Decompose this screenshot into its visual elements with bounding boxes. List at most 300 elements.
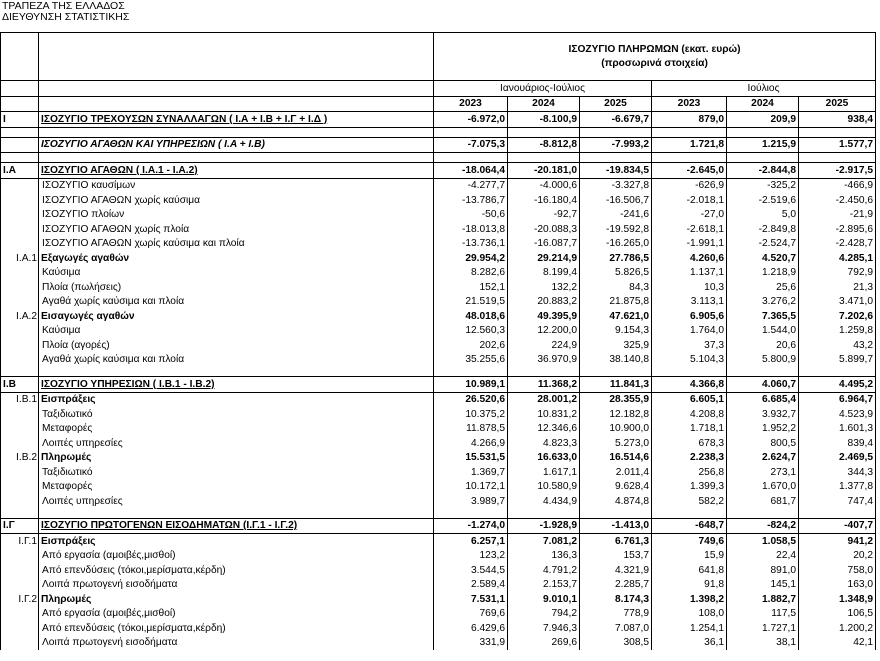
table-row <box>1 578 876 593</box>
period-header-jan-jul: Ιανουάριος-Ιούλιος <box>434 81 652 97</box>
row-value: 5.800,9 <box>727 353 799 368</box>
row-value: 2.153,7 <box>508 578 580 593</box>
row-value: 38,1 <box>727 636 799 651</box>
row-value: 1.601,3 <box>799 422 876 437</box>
table-row <box>1 208 876 223</box>
row-value: 6.429,6 <box>434 621 508 636</box>
table-row <box>1 549 876 564</box>
row-value: -50,6 <box>434 208 508 223</box>
row-value: -16.087,7 <box>508 237 580 252</box>
row-value: 6.605,1 <box>652 392 727 407</box>
row-value: 7.087,0 <box>580 621 652 636</box>
row-value: -21,9 <box>799 208 876 223</box>
row-value: 344,3 <box>799 465 876 480</box>
row-value: -1.274,0 <box>434 518 508 534</box>
row-value: 6.905,6 <box>652 309 727 324</box>
row-value: -325,2 <box>727 178 799 193</box>
row-value: 3.932,7 <box>727 407 799 422</box>
row-value: 48.018,6 <box>434 309 508 324</box>
row-value: 145,1 <box>727 578 799 593</box>
row-value: -2.844,8 <box>727 163 799 179</box>
row-value: 1.952,2 <box>727 422 799 437</box>
row-value: 3.544,5 <box>434 563 508 578</box>
row-label: Ταξιδιωτικό <box>39 465 434 480</box>
table-row <box>1 178 876 193</box>
row-value: 7.365,5 <box>727 309 799 324</box>
row-value: 36,1 <box>652 636 727 651</box>
row-value: 758,0 <box>799 563 876 578</box>
row-value: 3.471,0 <box>799 295 876 310</box>
row-value: 20,6 <box>727 338 799 353</box>
row-code <box>1 178 39 193</box>
row-value: 42,1 <box>799 636 876 651</box>
row-code <box>1 480 39 495</box>
row-code: I <box>1 112 39 128</box>
row-value: 6.685,4 <box>727 392 799 407</box>
row-value: 43,2 <box>799 338 876 353</box>
row-label: ΙΣΟΖΥΓΙΟ ΑΓΑΘΩΝ χωρίς καύσιμα <box>39 193 434 208</box>
row-code <box>1 137 39 153</box>
row-label: ΙΣΟΖΥΓΙΟ ΥΠΗΡΕΣΙΩΝ ( Ι.Β.1 - Ι.Β.2) <box>39 377 434 393</box>
row-label: Πληρωμές <box>39 451 434 466</box>
row-value: 12.346,6 <box>508 422 580 437</box>
row-label: Λοιπά πρωτογενή εισοδήματα <box>39 636 434 651</box>
row-label: Πληρωμές <box>39 592 434 607</box>
row-value: 12.182,8 <box>580 407 652 422</box>
row-value: 7.081,2 <box>508 534 580 549</box>
row-label: Πλοία (αγορές) <box>39 338 434 353</box>
row-code <box>1 465 39 480</box>
row-value: 91,8 <box>652 578 727 593</box>
row-value: -2.428,7 <box>799 237 876 252</box>
row-code <box>1 237 39 252</box>
row-value: -13.786,7 <box>434 193 508 208</box>
row-value: 16.633,0 <box>508 451 580 466</box>
row-code <box>1 549 39 564</box>
row-label: ΙΣΟΖΥΓΙΟ ΑΓΑΘΩΝ ( Ι.Α.1 - Ι.Α.2) <box>39 163 434 179</box>
row-value: 21,3 <box>799 280 876 295</box>
row-value: 163,0 <box>799 578 876 593</box>
row-value: 1.718,1 <box>652 422 727 437</box>
row-label: ΙΣΟΖΥΓΙΟ καυσίμων <box>39 178 434 193</box>
row-value: 8.199,4 <box>508 266 580 281</box>
row-value: 3.113,1 <box>652 295 727 310</box>
row-code: I.B.2 <box>1 451 39 466</box>
row-value: -2.849,8 <box>727 222 799 237</box>
row-value: 11.368,2 <box>508 377 580 393</box>
row-value: 106,5 <box>799 607 876 622</box>
row-value: 153,7 <box>580 549 652 564</box>
table-row <box>1 465 876 480</box>
row-label: Μεταφορές <box>39 422 434 437</box>
row-code: I.A.1 <box>1 251 39 266</box>
row-value: 778,9 <box>580 607 652 622</box>
row-value: -2.450,6 <box>799 193 876 208</box>
row-value: 152,1 <box>434 280 508 295</box>
row-code <box>1 353 39 368</box>
row-value: 4.520,7 <box>727 251 799 266</box>
row-value: 256,8 <box>652 465 727 480</box>
row-code: I.A.2 <box>1 309 39 324</box>
row-label: Εισαγωγές αγαθών <box>39 309 434 324</box>
row-value: 4.874,8 <box>580 494 652 509</box>
row-value: 7.531,1 <box>434 592 508 607</box>
row-value: -2.018,1 <box>652 193 727 208</box>
row-value: 747,4 <box>799 494 876 509</box>
table-row <box>1 392 876 407</box>
row-value: 800,5 <box>727 436 799 451</box>
row-value: 1.670,0 <box>727 480 799 495</box>
table-row <box>1 222 876 237</box>
year-header: 2023 <box>652 96 727 112</box>
row-value: 1.398,2 <box>652 592 727 607</box>
row-value: 7.202,6 <box>799 309 876 324</box>
row-value: 4.208,8 <box>652 407 727 422</box>
table-title: ΙΣΟΖΥΓΙΟ ΠΛΗΡΩΜΩΝ (εκατ. ευρώ) <box>434 42 876 57</box>
row-code: I.B <box>1 377 39 393</box>
row-value: -241,6 <box>580 208 652 223</box>
table-row <box>1 112 876 128</box>
row-value: 29.214,9 <box>508 251 580 266</box>
row-value: 5.899,7 <box>799 353 876 368</box>
row-value: -7.993,2 <box>580 137 652 153</box>
row-code <box>1 208 39 223</box>
row-value: 4.266,9 <box>434 436 508 451</box>
row-value: 1.377,8 <box>799 480 876 495</box>
row-label: Λοιπές υπηρεσίες <box>39 494 434 509</box>
row-value: 11.841,3 <box>580 377 652 393</box>
row-value: -7.075,3 <box>434 137 508 153</box>
row-value: 4.060,7 <box>727 377 799 393</box>
table-row <box>1 338 876 353</box>
table-row <box>1 436 876 451</box>
row-value: -19.834,5 <box>580 163 652 179</box>
row-value: -2.917,5 <box>799 163 876 179</box>
row-code <box>1 436 39 451</box>
row-value: 891,0 <box>727 563 799 578</box>
row-label: Αγαθά χωρίς καύσιμα και πλοία <box>39 353 434 368</box>
row-value: 9.010,1 <box>508 592 580 607</box>
row-code <box>1 563 39 578</box>
table-row <box>1 534 876 549</box>
table-row <box>1 266 876 281</box>
row-value: 6.761,3 <box>580 534 652 549</box>
table-row <box>1 592 876 607</box>
row-value: 839,4 <box>799 436 876 451</box>
row-value: -2.895,6 <box>799 222 876 237</box>
table-row <box>1 422 876 437</box>
row-value: 1.259,8 <box>799 324 876 339</box>
row-value: 1.200,2 <box>799 621 876 636</box>
row-value: 749,6 <box>652 534 727 549</box>
row-label: Από επενδύσεις (τόκοι,μερίσματα,κέρδη) <box>39 563 434 578</box>
row-code: I.A <box>1 163 39 179</box>
row-label: Από εργασία (αμοιβές,μισθοί) <box>39 607 434 622</box>
row-value: 1.254,1 <box>652 621 727 636</box>
balance-of-payments-table <box>0 32 876 650</box>
row-value: 1.544,0 <box>727 324 799 339</box>
row-label: Πλοία (πωλήσεις) <box>39 280 434 295</box>
year-header: 2025 <box>799 96 876 112</box>
row-label: Μεταφορές <box>39 480 434 495</box>
row-value: 6.257,1 <box>434 534 508 549</box>
year-header: 2024 <box>727 96 799 112</box>
row-value: 3.276,2 <box>727 295 799 310</box>
row-value: 209,9 <box>727 112 799 128</box>
row-value: 132,2 <box>508 280 580 295</box>
row-value: 4.823,3 <box>508 436 580 451</box>
row-value: 10.831,2 <box>508 407 580 422</box>
row-code <box>1 578 39 593</box>
row-value: 4.366,8 <box>652 377 727 393</box>
row-label: Εισπράξεις <box>39 534 434 549</box>
row-value: 2.589,4 <box>434 578 508 593</box>
row-value: 108,0 <box>652 607 727 622</box>
row-value: 49.395,9 <box>508 309 580 324</box>
row-value: 1.369,7 <box>434 465 508 480</box>
table-row <box>1 309 876 324</box>
table-row <box>1 324 876 339</box>
row-code <box>1 338 39 353</box>
row-label: ΙΣΟΖΥΓΙΟ πλοίων <box>39 208 434 223</box>
row-value: 678,3 <box>652 436 727 451</box>
row-value: -20.088,3 <box>508 222 580 237</box>
row-value: 27.786,5 <box>580 251 652 266</box>
table-row <box>1 237 876 252</box>
row-value: -16.180,4 <box>508 193 580 208</box>
row-value: 1.218,9 <box>727 266 799 281</box>
row-value: 1.577,7 <box>799 137 876 153</box>
row-value: 308,5 <box>580 636 652 651</box>
row-value: -626,9 <box>652 178 727 193</box>
row-value: 1.882,7 <box>727 592 799 607</box>
row-value: 5.273,0 <box>580 436 652 451</box>
row-code <box>1 621 39 636</box>
row-code: I.Γ <box>1 518 39 534</box>
row-value: 29.954,2 <box>434 251 508 266</box>
row-value: 10.375,2 <box>434 407 508 422</box>
row-value: -8.100,9 <box>508 112 580 128</box>
row-value: 15.531,5 <box>434 451 508 466</box>
bank-name: ΤΡΑΠΕΖΑ ΤΗΣ ΕΛΛΑΔΟΣ <box>2 0 125 12</box>
row-code <box>1 222 39 237</box>
row-code: I.Γ.2 <box>1 592 39 607</box>
row-value: 641,8 <box>652 563 727 578</box>
row-label: Εξαγωγές αγαθών <box>39 251 434 266</box>
row-value: 1.215,9 <box>727 137 799 153</box>
row-label: Από εργασία (αμοιβές,μισθοί) <box>39 549 434 564</box>
row-code: I.Γ.1 <box>1 534 39 549</box>
row-code <box>1 407 39 422</box>
row-value: -3.327,8 <box>580 178 652 193</box>
year-header: 2024 <box>508 96 580 112</box>
row-value: 25,6 <box>727 280 799 295</box>
row-value: -824,2 <box>727 518 799 534</box>
table-row <box>1 451 876 466</box>
row-value: -6.972,0 <box>434 112 508 128</box>
row-value: 10.900,0 <box>580 422 652 437</box>
row-value: 117,5 <box>727 607 799 622</box>
row-value: 4.495,2 <box>799 377 876 393</box>
row-value: -4.277,7 <box>434 178 508 193</box>
table-row <box>1 494 876 509</box>
row-value: 1.617,1 <box>508 465 580 480</box>
row-value: 28.001,2 <box>508 392 580 407</box>
row-value: -13.736,1 <box>434 237 508 252</box>
row-value: -20.181,0 <box>508 163 580 179</box>
row-value: -2.519,6 <box>727 193 799 208</box>
row-value: -2.645,0 <box>652 163 727 179</box>
table-row <box>1 295 876 310</box>
table-row <box>1 563 876 578</box>
row-label: Καύσιμα <box>39 266 434 281</box>
row-value: 4.434,9 <box>508 494 580 509</box>
row-value: 36.970,9 <box>508 353 580 368</box>
row-value: 582,2 <box>652 494 727 509</box>
row-value: 331,9 <box>434 636 508 651</box>
row-value: 1.399,3 <box>652 480 727 495</box>
row-value: 8.282,6 <box>434 266 508 281</box>
row-value: 2.469,5 <box>799 451 876 466</box>
row-value: 5.826,5 <box>580 266 652 281</box>
row-value: 12.560,3 <box>434 324 508 339</box>
row-label: ΙΣΟΖΥΓΙΟ ΑΓΑΘΩΝ ΚΑΙ ΥΠΗΡΕΣΙΩΝ ( Ι.Α + Ι.Β) <box>39 137 434 153</box>
row-value: -16.265,0 <box>580 237 652 252</box>
row-value: 4.285,1 <box>799 251 876 266</box>
row-value: -18.013,8 <box>434 222 508 237</box>
row-value: 28.355,9 <box>580 392 652 407</box>
row-value: -1.991,1 <box>652 237 727 252</box>
table-row <box>1 480 876 495</box>
row-value: 10.172,1 <box>434 480 508 495</box>
row-value: 15,9 <box>652 549 727 564</box>
row-value: 6.964,7 <box>799 392 876 407</box>
table-row <box>1 636 876 651</box>
row-value: -4.000,6 <box>508 178 580 193</box>
row-value: -19.592,8 <box>580 222 652 237</box>
row-value: 10,3 <box>652 280 727 295</box>
row-value: 5.104,3 <box>652 353 727 368</box>
period-header-jul: Ιούλιος <box>652 81 876 97</box>
row-value: 4.260,6 <box>652 251 727 266</box>
row-code <box>1 280 39 295</box>
row-value: 26.520,6 <box>434 392 508 407</box>
row-value: 8.174,3 <box>580 592 652 607</box>
table-row <box>1 137 876 153</box>
row-value: -8.812,8 <box>508 137 580 153</box>
row-value: 273,1 <box>727 465 799 480</box>
row-label: Λοιπά πρωτογενή εισοδήματα <box>39 578 434 593</box>
row-value: 10.580,9 <box>508 480 580 495</box>
row-value: -1.928,9 <box>508 518 580 534</box>
table-row <box>1 377 876 393</box>
row-label: ΙΣΟΖΥΓΙΟ ΑΓΑΘΩΝ χωρίς πλοία <box>39 222 434 237</box>
row-value: 3.989,7 <box>434 494 508 509</box>
table-row <box>1 163 876 179</box>
row-code <box>1 193 39 208</box>
row-label: Αγαθά χωρίς καύσιμα και πλοία <box>39 295 434 310</box>
row-value: 681,7 <box>727 494 799 509</box>
row-label: ΙΣΟΖΥΓΙΟ ΠΡΩΤΟΓΕΝΩΝ ΕΙΣΟΔΗΜΑΤΩΝ (Ι.Γ.1 - Ι.Γ.2) <box>39 518 434 534</box>
row-label: Καύσιμα <box>39 324 434 339</box>
row-value: 1.348,9 <box>799 592 876 607</box>
row-value: 38.140,8 <box>580 353 652 368</box>
table-row <box>1 251 876 266</box>
row-value: -92,7 <box>508 208 580 223</box>
row-code <box>1 324 39 339</box>
row-value: 7.946,3 <box>508 621 580 636</box>
row-value: 37,3 <box>652 338 727 353</box>
row-value: 879,0 <box>652 112 727 128</box>
row-value: 20.883,2 <box>508 295 580 310</box>
row-value: 4.321,9 <box>580 563 652 578</box>
row-value: -16.506,7 <box>580 193 652 208</box>
table-row <box>1 621 876 636</box>
table-row <box>1 607 876 622</box>
table-row <box>1 193 876 208</box>
row-value: 1.764,0 <box>652 324 727 339</box>
row-value: -407,7 <box>799 518 876 534</box>
row-label: Εισπράξεις <box>39 392 434 407</box>
row-value: -1.413,0 <box>580 518 652 534</box>
row-value: 769,6 <box>434 607 508 622</box>
row-value: 11.878,5 <box>434 422 508 437</box>
row-value: 12.200,0 <box>508 324 580 339</box>
row-code <box>1 422 39 437</box>
row-value: 938,4 <box>799 112 876 128</box>
row-value: 5,0 <box>727 208 799 223</box>
row-value: -2.618,1 <box>652 222 727 237</box>
row-value: 792,9 <box>799 266 876 281</box>
row-value: -2.524,7 <box>727 237 799 252</box>
row-label: ΙΣΟΖΥΓΙΟ ΤΡΕΧΟΥΣΩΝ ΣΥΝΑΛΛΑΓΩΝ ( Ι.Α + Ι.Β + Ι.Γ + Ι.Δ ) <box>39 112 434 128</box>
row-value: 325,9 <box>580 338 652 353</box>
row-value: 9.154,3 <box>580 324 652 339</box>
table-row <box>1 280 876 295</box>
department-name: ΔΙΕΥΘΥΝΣΗ ΣΤΑΤΙΣΤΙΚΗΣ <box>2 11 130 23</box>
row-value: 20,2 <box>799 549 876 564</box>
row-value: 202,6 <box>434 338 508 353</box>
row-value: 1.721,8 <box>652 137 727 153</box>
table-subtitle: (προσωρινά στοιχεία) <box>434 57 876 72</box>
row-value: 10.989,1 <box>434 377 508 393</box>
row-value: 136,3 <box>508 549 580 564</box>
table-row <box>1 407 876 422</box>
row-code <box>1 494 39 509</box>
row-value: 269,6 <box>508 636 580 651</box>
row-value: 2.011,4 <box>580 465 652 480</box>
row-value: 84,3 <box>580 280 652 295</box>
row-value: 47.621,0 <box>580 309 652 324</box>
row-value: 9.628,4 <box>580 480 652 495</box>
row-value: 794,2 <box>508 607 580 622</box>
row-value: 21.519,5 <box>434 295 508 310</box>
row-label: ΙΣΟΖΥΓΙΟ ΑΓΑΘΩΝ χωρίς καύσιμα και πλοία <box>39 237 434 252</box>
row-value: 2.285,7 <box>580 578 652 593</box>
row-value: -648,7 <box>652 518 727 534</box>
row-code: I.B.1 <box>1 392 39 407</box>
row-code <box>1 266 39 281</box>
row-code <box>1 607 39 622</box>
row-value: 22,4 <box>727 549 799 564</box>
row-value: -466,9 <box>799 178 876 193</box>
year-header: 2025 <box>580 96 652 112</box>
row-value: 1.058,5 <box>727 534 799 549</box>
row-value: -27,0 <box>652 208 727 223</box>
row-value: 16.514,6 <box>580 451 652 466</box>
table-row <box>1 353 876 368</box>
table-row <box>1 518 876 534</box>
